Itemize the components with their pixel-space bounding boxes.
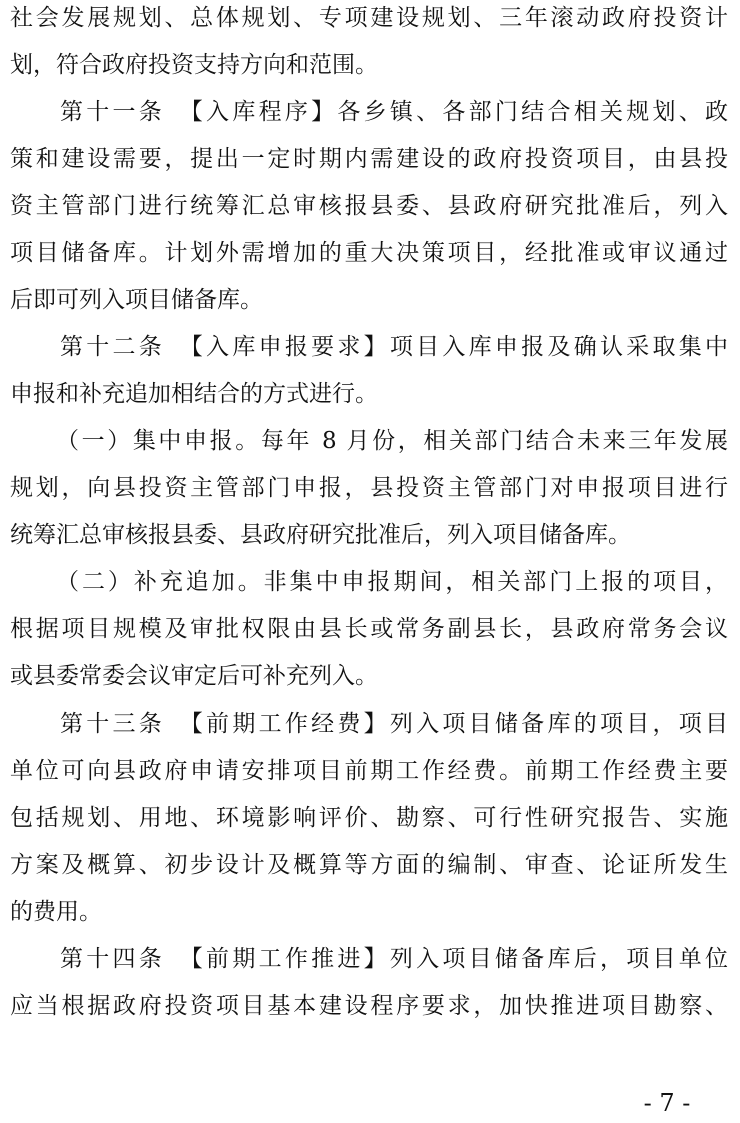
text-line: 策和建设需要，提出一定时期内需建设的政府投资项目，由县投 — [10, 146, 728, 172]
text-line: 方案及概算、初步设计及概算等方面的编制、审查、论证所发生 — [10, 852, 728, 878]
page-number: - 7 - — [643, 1089, 691, 1117]
text-line: 单位可向县政府申请安排项目前期工作经费。前期工作经费主要 — [10, 758, 728, 784]
text-line: 社会发展规划、总体规划、专项建设规划、三年滚动政府投资计 — [10, 5, 728, 31]
text-line: 划，符合政府投资支持方向和范围。 — [10, 52, 378, 78]
text-line: 或县委常委会议审定后可补充列入。 — [10, 663, 378, 689]
text-line: 申报和补充追加相结合的方式进行。 — [10, 381, 378, 407]
article-13-heading-line: 第十三条 【前期工作经费】列入项目储备库的项目，项目 — [60, 711, 728, 737]
clause-2-line: （二）补充追加。非集中申报期间，相关部门上报的项目， — [56, 569, 728, 595]
text-line: 项目储备库。计划外需增加的重大决策项目，经批准或审议通过 — [10, 240, 728, 266]
text-line: 后即可列入项目储备库。 — [10, 287, 263, 313]
text-line: 应当根据政府投资项目基本建设程序要求，加快推进项目勘察、 — [10, 993, 728, 1019]
text-line: 根据项目规模及审批权限由县长或常务副县长，县政府常务会议 — [10, 616, 728, 642]
text-line: 包括规划、用地、环境影响评价、勘察、可行性研究报告、实施 — [10, 805, 728, 831]
text-line: 的费用。 — [10, 899, 102, 925]
text-line: 规划，向县投资主管部门申报，县投资主管部门对申报项目进行 — [10, 475, 728, 501]
text-line: 统筹汇总审核报县委、县政府研究批准后，列入项目储备库。 — [10, 522, 631, 548]
article-12-heading-line: 第十二条 【入库申报要求】项目入库申报及确认采取集中 — [60, 334, 728, 360]
article-11-heading-line: 第十一条 【入库程序】各乡镇、各部门结合相关规划、政 — [60, 99, 728, 125]
article-14-heading-line: 第十四条 【前期工作推进】列入项目储备库后，项目单位 — [60, 946, 728, 972]
clause-1-line: （一）集中申报。每年 8 月份，相关部门结合未来三年发展 — [56, 428, 728, 454]
text-line: 资主管部门进行统筹汇总审核报县委、县政府研究批准后，列入 — [10, 193, 728, 219]
